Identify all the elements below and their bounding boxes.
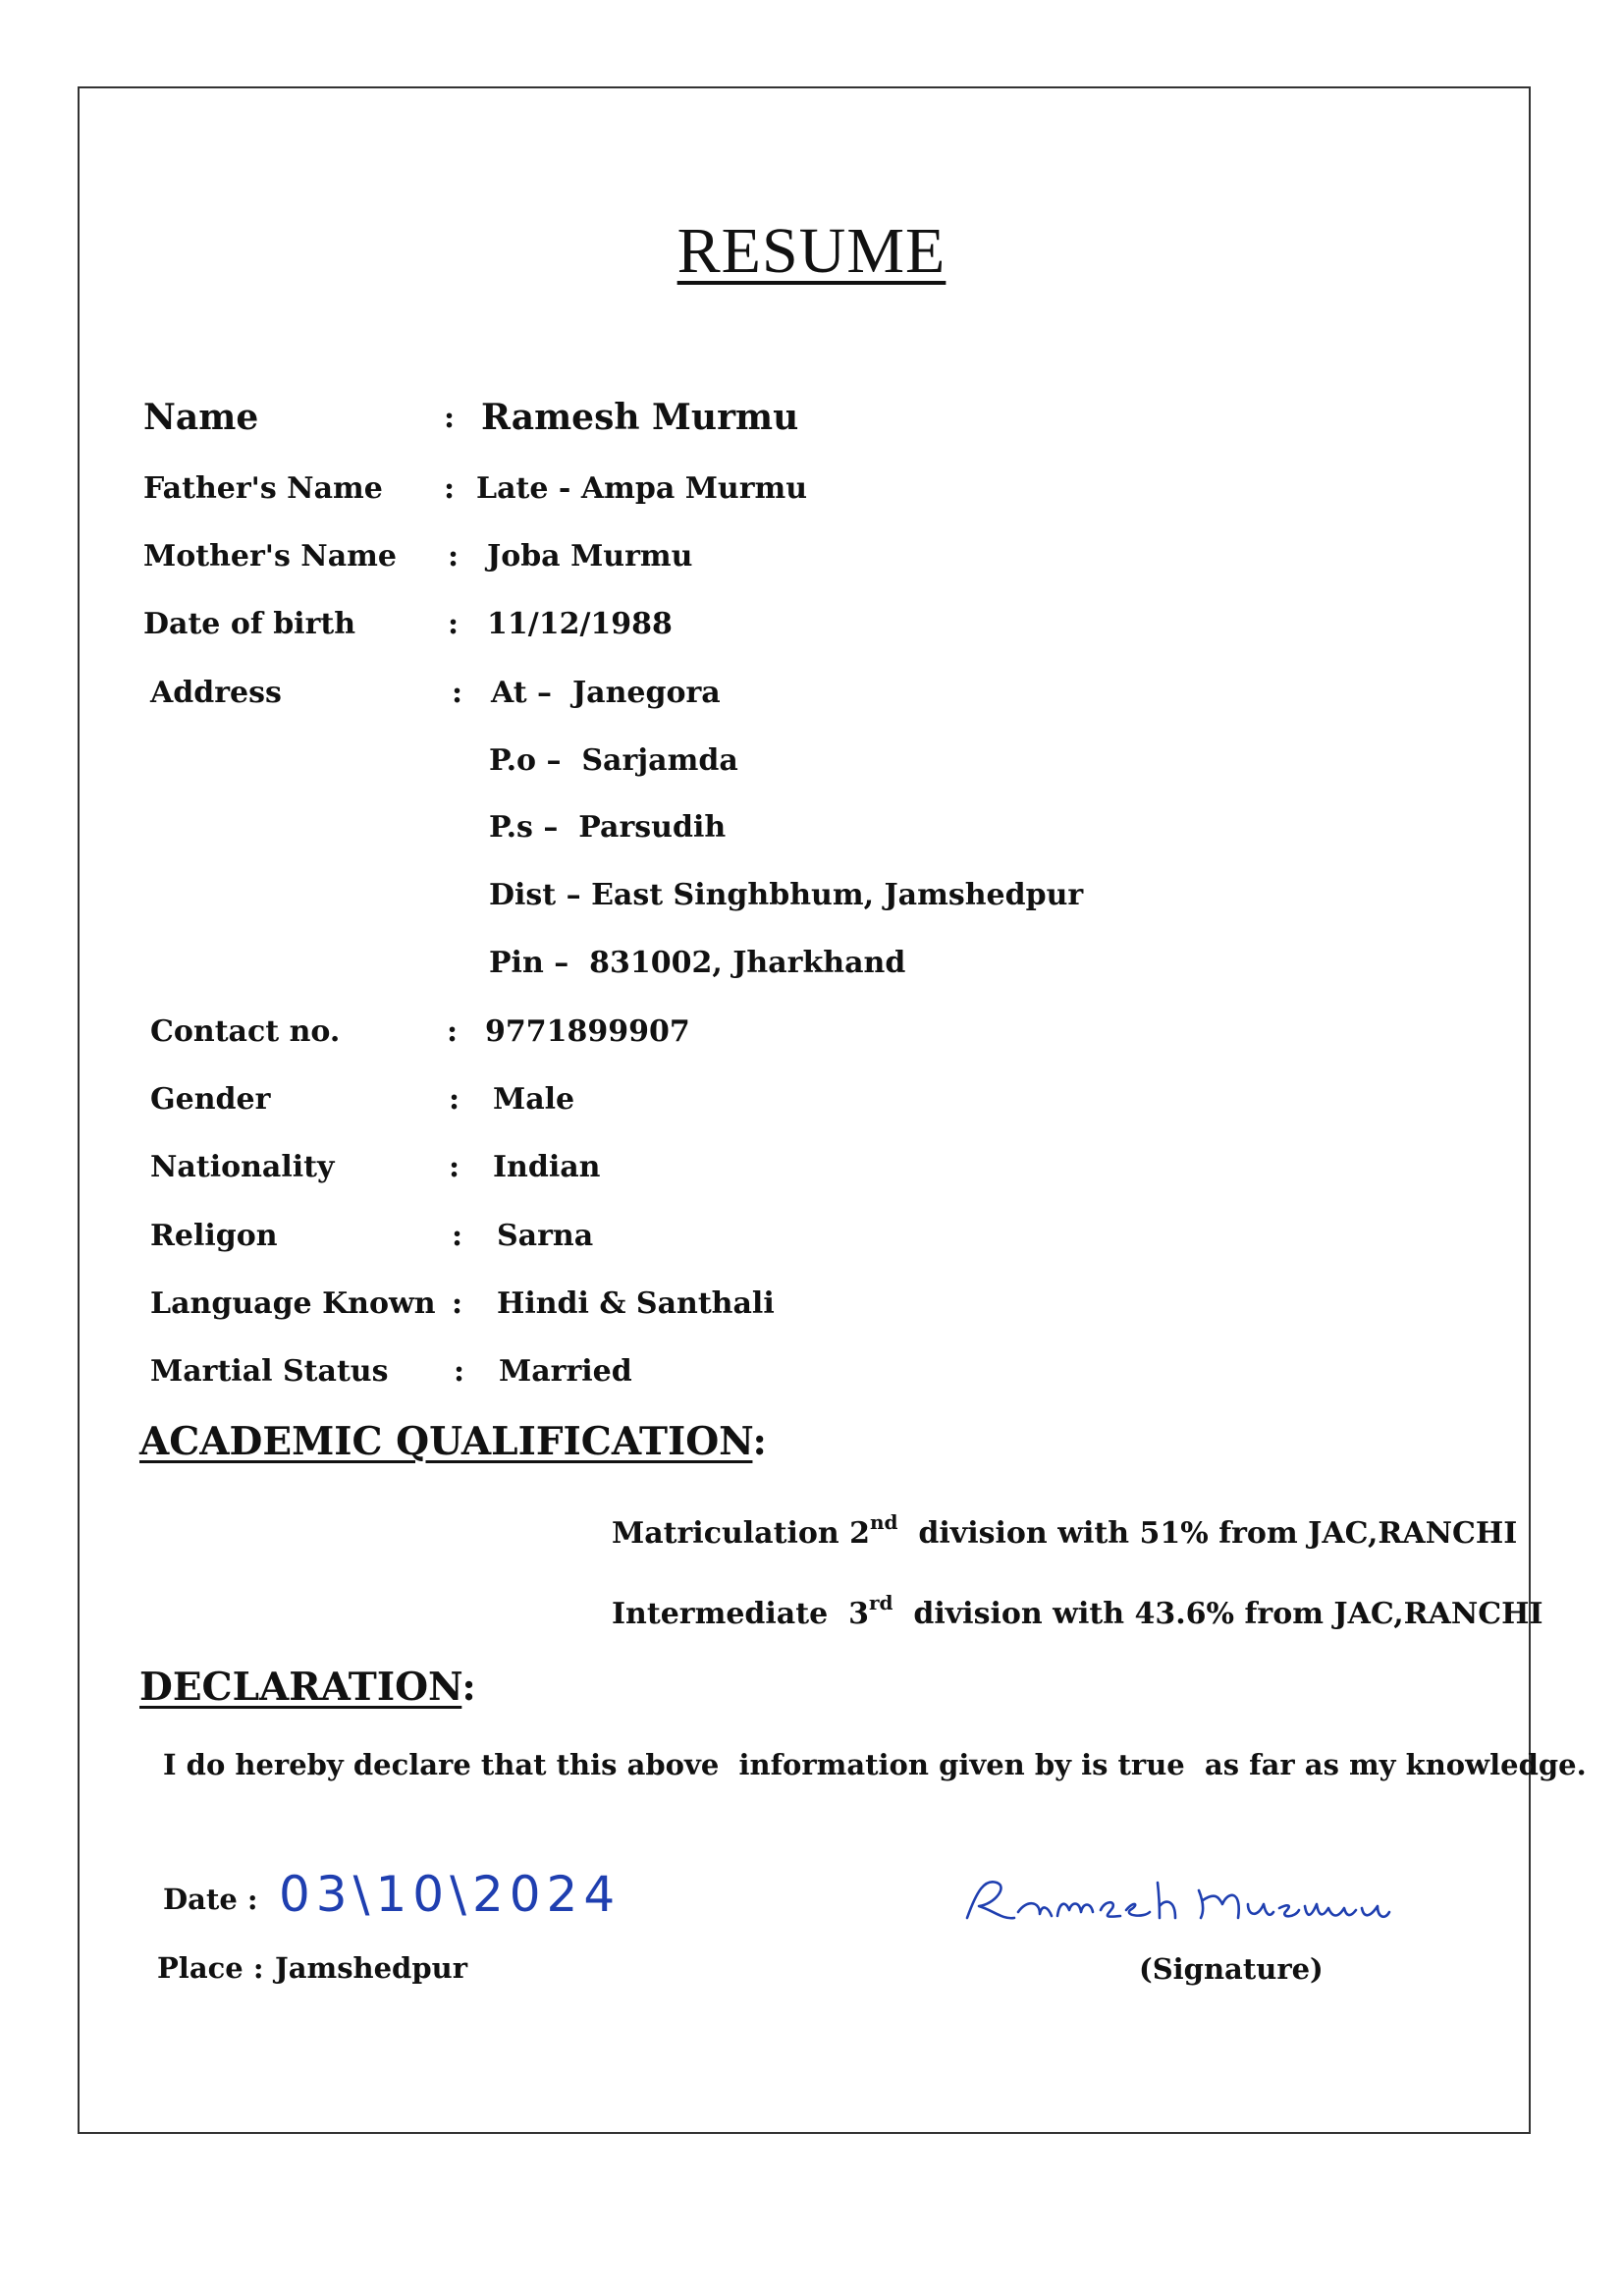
inter-rest: division with 43.6% from JAC,RANCHI	[893, 1597, 1543, 1631]
academic-heading-colon: :	[752, 1419, 767, 1464]
handwritten-signature	[957, 1861, 1448, 1940]
signature-caption: (Signature)	[1139, 1952, 1324, 1986]
resume-title	[0, 214, 1623, 289]
address-key-ps: P.s –	[489, 810, 559, 845]
value-nationality: Indian	[493, 1150, 601, 1184]
date-value-handwritten: 03\10\2024	[279, 1866, 622, 1923]
colon-name: :	[444, 401, 456, 435]
address-key-pin: Pin –	[489, 946, 569, 980]
label-mother: Mother's Name	[143, 539, 397, 574]
address-value-at: Janegora	[571, 676, 721, 710]
academic-heading-text: ACADEMIC QUALIFICATION	[139, 1419, 753, 1464]
label-gender: Gender	[150, 1082, 271, 1117]
value-marital: Married	[499, 1354, 632, 1389]
label-marital: Martial Status	[150, 1354, 389, 1389]
value-dob: 11/12/1988	[487, 607, 673, 641]
matric-rest: division with 51% from JAC,RANCHI	[897, 1516, 1518, 1551]
matric-ordinal: nd	[870, 1510, 898, 1534]
declaration-heading	[139, 1665, 476, 1710]
place-value: Jamshedpur	[275, 1951, 467, 1985]
colon-mother: :	[448, 539, 460, 574]
colon-father: :	[444, 471, 456, 506]
academic-heading	[139, 1419, 767, 1464]
label-nationality: Nationality	[150, 1150, 335, 1184]
label-language: Language Known	[150, 1286, 436, 1321]
date-label: Date :	[163, 1883, 258, 1916]
address-line-dist	[489, 878, 1083, 912]
address-value-dist: East Singhbhum, Jamshedpur	[591, 878, 1084, 912]
colon-gender: :	[449, 1082, 460, 1117]
label-address: Address	[150, 676, 282, 710]
colon-marital: :	[454, 1354, 465, 1389]
value-name: Ramesh Murmu	[481, 397, 799, 438]
address-value-pin: 831002, Jharkhand	[589, 946, 906, 980]
value-father: Late - Ampa Murmu	[476, 471, 808, 506]
value-religion: Sarna	[497, 1219, 594, 1253]
address-line-po	[489, 743, 738, 778]
address-key-po: P.o –	[489, 743, 562, 778]
inter-ordinal: rd	[868, 1591, 893, 1614]
address-key-at: At –	[491, 676, 553, 710]
address-value-ps: Parsudih	[578, 810, 727, 845]
colon-nationality: :	[449, 1150, 460, 1184]
row-name	[143, 397, 258, 438]
declaration-heading-text: DECLARATION	[139, 1665, 462, 1710]
value-gender: Male	[493, 1082, 575, 1117]
label-father: Father's Name	[143, 471, 383, 506]
page-border	[78, 86, 1531, 2134]
label-religion: Religon	[150, 1219, 278, 1253]
colon-religion: :	[452, 1219, 463, 1253]
address-line-at	[491, 676, 721, 710]
address-value-po: Sarjamda	[581, 743, 738, 778]
colon-dob: :	[448, 607, 460, 641]
label-contact: Contact no.	[150, 1014, 341, 1049]
label-name: Name	[143, 397, 259, 438]
declaration-heading-colon: :	[461, 1665, 476, 1710]
value-contact: 9771899907	[485, 1014, 690, 1049]
value-mother: Joba Murmu	[487, 539, 693, 574]
address-key-dist: Dist –	[489, 878, 581, 912]
resume-title-text: RESUME	[676, 215, 947, 287]
declaration-text: I do hereby declare that this above information given by is true as far as my knowledge.	[163, 1748, 1587, 1781]
value-language: Hindi & Santhali	[497, 1286, 775, 1321]
colon-contact: :	[447, 1014, 459, 1049]
address-line-pin	[489, 946, 905, 980]
academic-item-inter	[612, 1591, 1543, 1631]
matric-exam: Matriculation 2	[612, 1516, 871, 1551]
colon-language: :	[452, 1286, 463, 1321]
academic-item-matric	[612, 1510, 1517, 1551]
place-label: Place :	[157, 1951, 264, 1985]
label-dob: Date of birth	[143, 607, 356, 641]
colon-address: :	[452, 676, 463, 710]
inter-exam: Intermediate 3	[612, 1597, 869, 1631]
address-line-ps	[489, 810, 726, 845]
